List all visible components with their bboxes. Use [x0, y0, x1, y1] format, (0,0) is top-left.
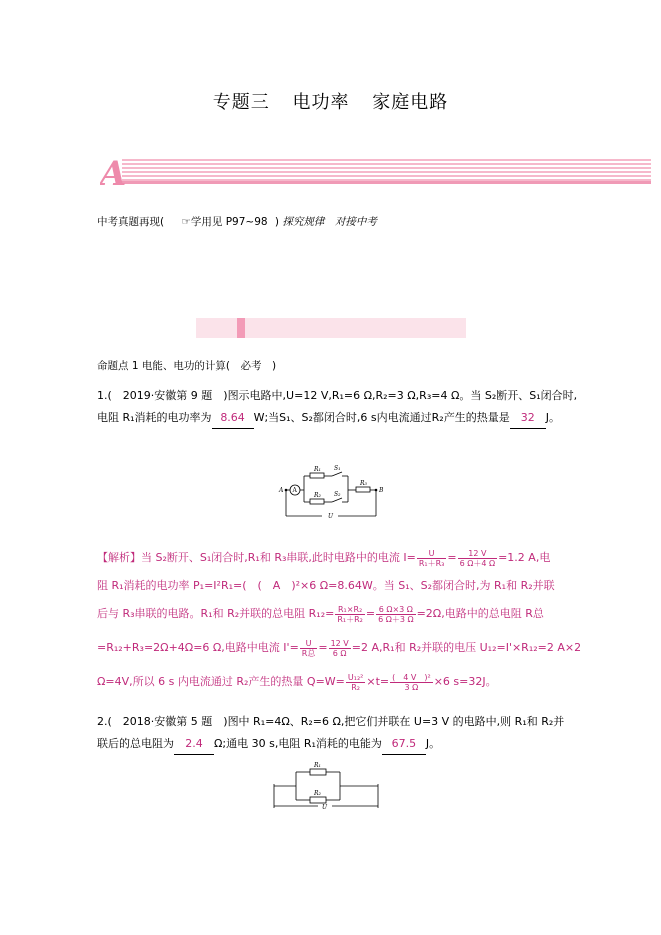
analysis-line2: 阻 R₁消耗的电功率 P₁=I²R₁=( ( A )²×6 Ω=8.64W。当 S₁、S₂都闭合时,为 R₁和 R₂并联 [97, 579, 555, 592]
q2-text2c: J。 [425, 737, 441, 750]
title-part3: 家庭电路 [372, 92, 449, 113]
c2-voltage: U [322, 804, 328, 810]
c1-s2: S₂ [334, 491, 341, 498]
formula-fraction [300, 639, 318, 658]
c1-r3: R₃ [360, 480, 367, 487]
frac-den: 3 Ω [404, 682, 419, 692]
q1-line2 [97, 408, 577, 429]
divider-mark [237, 318, 245, 338]
q1-text1: 图示电路中,U=12 V,R₁=6 Ω,R₂=3 Ω,R₃=4 Ω。当 S₂断开、S₁闭合时, [227, 389, 578, 402]
section-slogan: 探究规律 对接中考 [282, 216, 377, 228]
analysis-text: =R₁₂+R₃=2Ω+4Ω=6 Ω,电路中电流 I'= [97, 641, 299, 654]
q1-number: 1.( 2019·安徽第 9 题 ) [97, 389, 228, 402]
q2-text2a: 联后的总电阻为 [97, 737, 174, 750]
c1-s1: S₁ [334, 465, 341, 472]
q1-text2b: W;当S₁、S₂都闭合时,6 s内电流通过R₂产生的热量是 [253, 411, 510, 424]
analysis-text: 后与 R₃串联的电路。R₁和 R₂并联的总电阻 R₁₂= [97, 607, 335, 620]
analysis-text: = [365, 607, 376, 620]
formula-fraction [417, 549, 447, 568]
q2-text1: 图中 R₁=4Ω、R₂=6 Ω,把它们并联在 U=3 V 的电路中,则 R₁和 R₂并 [227, 715, 565, 728]
q2-number: 2.( 2018·安徽第 5 题 ) [97, 715, 228, 728]
analysis-line1 [97, 544, 577, 572]
analysis-text: =1.2 A,电 [498, 551, 551, 564]
q1-answer2: 32 [510, 408, 546, 429]
analysis-text: = [447, 551, 457, 564]
q1-text2c: J。 [545, 411, 560, 424]
q2-answer1: 2.4 [174, 734, 214, 755]
title-part1: 专题三 [212, 92, 270, 113]
topic-heading: 命题点 1 电能、电功的计算( 必考 ) [97, 360, 277, 372]
analysis-line3 [97, 600, 577, 628]
frac-num: 12 V [330, 638, 349, 648]
frac-den: 6 Ω [332, 648, 347, 658]
c1-node-b: B [379, 487, 384, 494]
formula-fraction [458, 549, 498, 568]
formula-fraction [329, 639, 351, 658]
circuit-diagram-2 [262, 760, 390, 810]
formula-fraction [335, 605, 365, 624]
section-close: ) [274, 216, 280, 228]
frac-num: 12 V [458, 549, 498, 559]
analysis-text: 【解析】当 S₂断开、S₁闭合时,R₁和 R₃串联,此时电路中的电流 I= [97, 551, 416, 564]
section-label: 中考真题再现( [97, 216, 165, 228]
analysis-text: Ω=4V,所以 6 s 内电流通过 R₂产生的热量 Q=W= [97, 675, 345, 688]
q2-text2b: Ω;通电 30 s,电阻 R₁消耗的电能为 [214, 737, 382, 750]
frac-den: R₁＋R₂ [337, 614, 363, 624]
banner-letter: A [100, 155, 127, 189]
page-title [0, 88, 661, 114]
section-heading [97, 212, 377, 232]
c2-r1: R₁ [314, 762, 321, 769]
frac-den: R总 [301, 648, 316, 658]
formula-fraction [376, 605, 416, 624]
section-ref: ☞学用见 P97~98 [181, 216, 268, 228]
c1-r2: R₂ [314, 492, 321, 499]
frac-num: R₁×R₂ [335, 605, 365, 615]
frac-num: ( 4 V )² [392, 672, 431, 682]
divider-bar [196, 318, 466, 338]
frac-num: U [417, 549, 447, 559]
c2-r2: R₂ [314, 790, 321, 797]
analysis-line4 [97, 634, 582, 662]
analysis-text: =2Ω,电路中的总电阻 R总 [416, 607, 544, 620]
c1-node-a: A [279, 487, 284, 494]
q2-line1 [97, 712, 577, 732]
circuit-diagram-1 [272, 462, 392, 526]
analysis-text: = [318, 641, 328, 654]
frac-num: U₁₂² [347, 672, 364, 682]
frac-num: U [300, 639, 318, 649]
title-part2: 电功率 [292, 92, 350, 113]
analysis-text: ×t= [366, 675, 390, 688]
q1-text2a: 电阻 R₁消耗的电功率为 [97, 411, 212, 424]
section-a-banner [100, 155, 651, 189]
analysis-text: =2 A,R₁和 R₂并联的电压 U₁₂=I'×R₁₂=2 A×2 [351, 641, 582, 654]
ammeter-label: A [292, 487, 297, 494]
q1-answer1: 8.64 [212, 408, 254, 429]
frac-den: R₁＋R₃ [418, 558, 445, 568]
q2-line2 [97, 734, 577, 755]
q2-answer2: 67.5 [382, 734, 426, 755]
q1-line1 [97, 386, 577, 406]
c1-voltage: U [328, 513, 334, 520]
analysis-text: ×6 s=32J。 [433, 675, 497, 688]
analysis-line5 [97, 668, 577, 696]
formula-fraction [390, 673, 433, 692]
c1-r1: R₁ [314, 466, 321, 473]
frac-num: 6 Ω×3 Ω [376, 605, 416, 615]
frac-den: 6 Ω＋4 Ω [459, 558, 496, 568]
frac-den: R₂ [351, 682, 361, 692]
frac-den: 6 Ω＋3 Ω [378, 614, 414, 624]
formula-fraction [346, 673, 365, 692]
